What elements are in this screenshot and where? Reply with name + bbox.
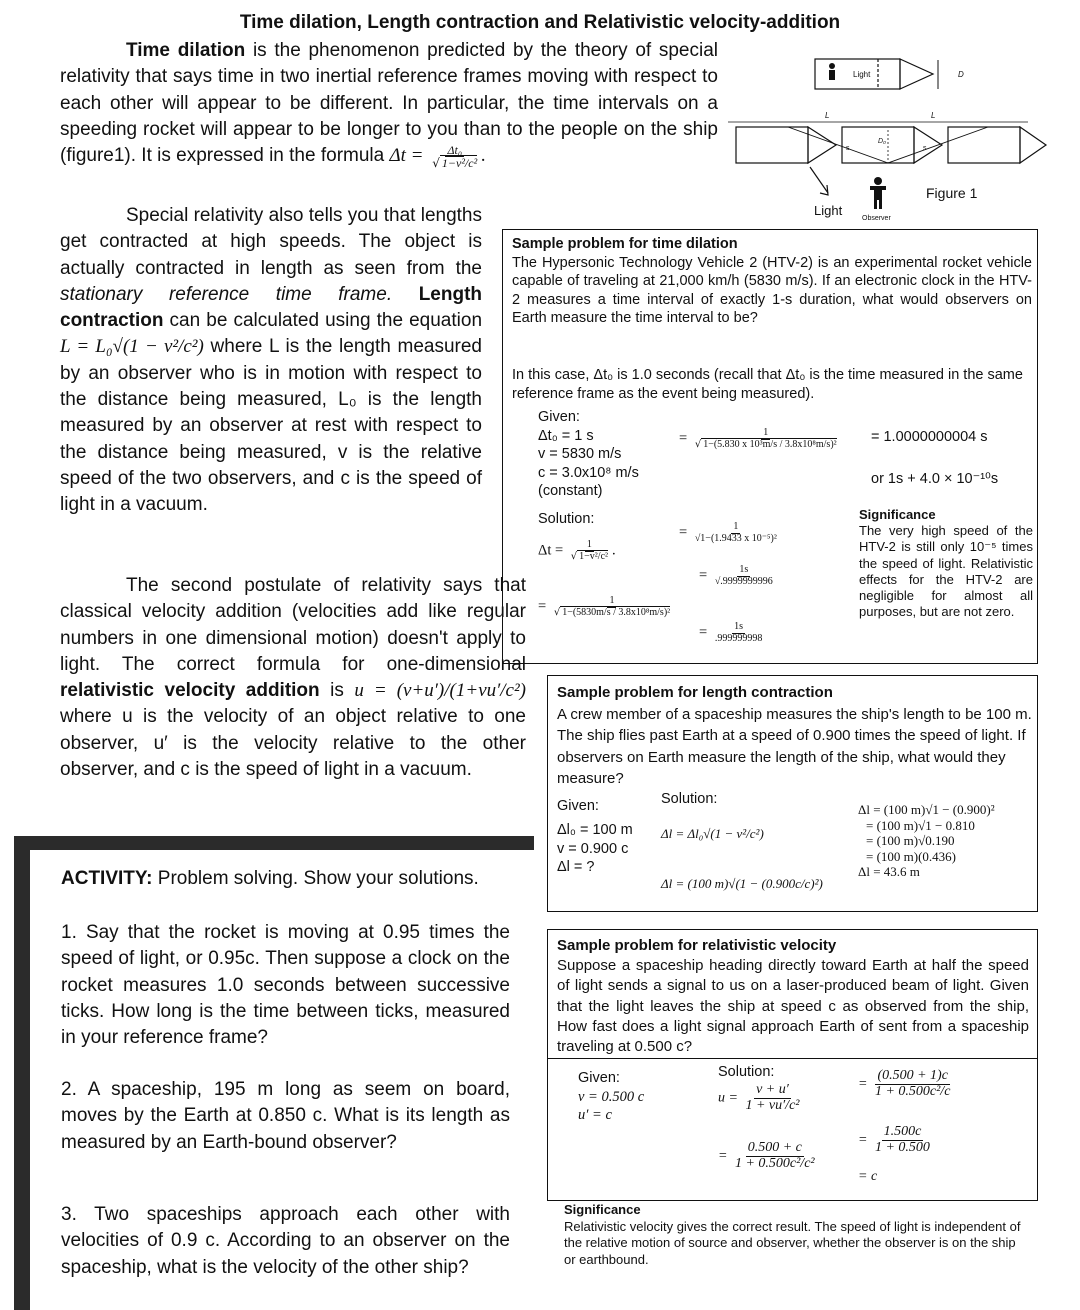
intro-paragraph-1 (60, 38, 718, 170)
d-label: D (958, 70, 964, 79)
activity-q3: 3. Two spaceships approach each other with velocities of 0.9 c. According to an observer on the spaceship, what is the velocity of the other ship? (61, 1204, 510, 1278)
page-title: Time dilation, Length contraction and Relativistic velocity-addition (239, 12, 841, 33)
time-box-step3: = $\frac{1}{\text{√1−(1.9433 x 10⁻⁵)²}}$ (679, 521, 777, 544)
p1-text: is the phenomenon predicted by the theory of special relativity that says time in two inertial reference frames moving with respect to each other will appear to be different. In particular, the time intervals on a speeding rocket will appear to be longer to you than to the people on the ship (figure1). It is expressed in the formula (60, 40, 718, 167)
time-box-given: Given: Δt₀ = 1 s v = 5830 m/s c = 3.0x10⁸ m/s (constant) (538, 409, 639, 500)
velocity-box-heading: Sample problem for relativistic velocity (557, 937, 837, 954)
rocket-diagram (728, 55, 1050, 227)
velocity-given: Given: v = 0.500 c u′ = c (578, 1070, 645, 1124)
length-box-solution-label: Solution: (661, 791, 718, 807)
velocity-solution-area (547, 1057, 1038, 1201)
time-box-heading: Sample problem for time dilation (512, 236, 738, 252)
velocity-eq3: = $\frac{(0.500 + 1)c}{\text{1 + 0.500c²/c}}$ (858, 1068, 951, 1099)
time-dilation-formula: Δt = $\frac{\text{Δt₀}}{\text{√ 1−v²/c²}}$ . (389, 142, 486, 171)
velocity-eq4: = $\frac{1.500c}{1 + 0.500}$ (858, 1124, 930, 1155)
term-time-dilation: Time dilation (126, 40, 246, 61)
d0-label: D₀ (878, 138, 887, 145)
time-box-step1: = $\frac{1}{\text{√ 1−(5830m/s / 3.8x10⁸m/s)²}}$ (538, 595, 671, 618)
intro-paragraph-3: The second postulate of relativity says that classical velocity addition (velocities add like regular numbers in one dimensional motion) doesn't apply to light. The correct formula for one-dimensional relativistic velocity addition is u = (v+u′)/(1+vu′/c²) where u is the velocity of an object relative to one observer, u′ is the velocity relative to the other observer, and c is the speed of light in a vacuum. (60, 575, 527, 781)
length-box-eq2: Δl = (100 m)√(1 − (0.900c/c)²) (661, 876, 823, 891)
l-label-2: L (931, 111, 936, 120)
velocity-significance: Significance Relativistic velocity gives the correct result. The speed of light is independent of the relative motion of source and observer, whether the observer is on the ship or earthbound. (564, 1202, 1021, 1267)
velocity-sample-box (547, 929, 1038, 1059)
observer-label: Observer (862, 215, 891, 222)
time-box-step4: = $\frac{1s}{√.9999999996}$ (699, 564, 773, 587)
time-box-solution-label: Solution: (538, 511, 595, 527)
length-box-heading: Sample problem for length contraction (557, 684, 833, 701)
time-box-step2: = $\frac{1}{\text{√ 1−(5.830 x 10³m/s / 3.8x10⁸m/s)²}}$ (679, 427, 837, 450)
intro-paragraph-2: Special relativity also tells you that lengths get contracted at high speeds. The object is actually contracted in length as seen from the stationary reference time frame. Length contraction can be calculated using the equation L = L₀√(1 − v²/c²) where L is the length measured by an observer who is in motion with respect to the distance being measured, L₀ is the length measured by an observer at rest with respect to the distance being measured, v is the relative speed of the two observers, and c is the speed of light in a vacuum. (60, 205, 483, 516)
velocity-eq1: u = $\frac{v + u'}{\text{1 + vu′/c²}}$ (718, 1082, 800, 1113)
time-box-result-1: = 1.0000000004 s (871, 429, 988, 445)
time-box-sol-lhs: Δt = $\frac{1}{\text{√ 1−v²/c²}}$ . (538, 539, 616, 562)
figure-caption: Figure 1 (926, 185, 978, 201)
length-box-problem: A crew member of a spaceship measures the ship's length to be 100 m. The ship flies past Earth at a speed of 0.900 times the speed of light. If observers on Earth measure the length of the ship, what would they measure? (557, 705, 1032, 788)
length-box-eq1: Δl = Δl₀√(1 − v²/c²) (661, 826, 764, 841)
velocity-eq2: = $\frac{0.500 + c}{\text{1 + 0.500c²/c²}}$ (718, 1140, 815, 1171)
time-box-significance: Significance The very high speed of the HTV-2 is still only 10⁻⁵ times the speed of light. Relativistic effects for the HTV-2 are negligible for almost all purposes, but are not zero. (859, 507, 1033, 620)
time-box-step5: = $\frac{1s}{.999999998}$ (699, 621, 763, 644)
light-label-bottom: Light (814, 203, 843, 218)
figure-1 (728, 55, 1050, 227)
velocity-formula: u = (v+u′)/(1+vu′/c²) (354, 680, 527, 702)
time-box-result-2: or 1s + 4.0 × 10⁻¹⁰s (871, 471, 999, 487)
time-box-case: In this case, Δt₀ is 1.0 seconds (recall that Δt₀ is the time measured in the same reference frame as the event being measured). (512, 367, 1023, 402)
time-box-problem: The Hypersonic Technology Vehicle 2 (HTV-2) is an experimental rocket vehicle capable of traveling at 21,000 km/h (5830 m/s). If an electronic clock in the HTV-2 measures a time interval of exactly 1-s duration, what would observers on Earth measure the time interval to be? (512, 254, 1032, 327)
velocity-solution-label: Solution: (718, 1064, 775, 1080)
length-box-given-label: Given: (557, 798, 599, 814)
velocity-eq5: = c (858, 1169, 878, 1184)
time-dilation-sample-box (502, 229, 1038, 664)
s-label-1: s (846, 145, 850, 152)
length-contraction-sample-box (547, 675, 1038, 912)
s-label-2: s (923, 145, 927, 152)
l-label-1: L (825, 111, 830, 120)
activity-heading: ACTIVITY: Problem solving. Show your solutions. (61, 868, 479, 889)
length-formula: L = L₀√(1 − v²/c²) (60, 336, 204, 358)
activity-q2: 2. A spaceship, 195 m long as seem on board, moves by the Earth at 0.850 c. What is its length as measured by an Earth-bound observer? (61, 1079, 510, 1153)
velocity-box-problem: Suppose a spaceship heading directly toward Earth at half the speed of light sends a signal to us on a laser-produced beam of light. Given that the light leaves the ship at speed c as observed from the ship, How fast does a light signal approach Earth of sent from a spaceship traveling at 0.500 c? (557, 957, 1029, 1056)
activity-panel (30, 850, 534, 1310)
length-box-given: Δl₀ = 100 m v = 0.900 c Δl = ? (557, 822, 633, 876)
length-box-steps: Δl = (100 m)√1 − (0.900)² = (100 m)√1 − 0.810 = (100 m)√0.190 = (100 m)(0.436) Δl = 43.6 m (858, 802, 995, 880)
observer-figure (870, 177, 886, 209)
light-label-top: Light (853, 70, 871, 79)
activity-q1: 1. Say that the rocket is moving at 0.95 times the speed of light, or 0.95c. Then suppose a clock on the rocket measures 1.0 seconds between successive ticks. How long is the time between ticks, measured in your reference frame? (61, 922, 510, 1049)
